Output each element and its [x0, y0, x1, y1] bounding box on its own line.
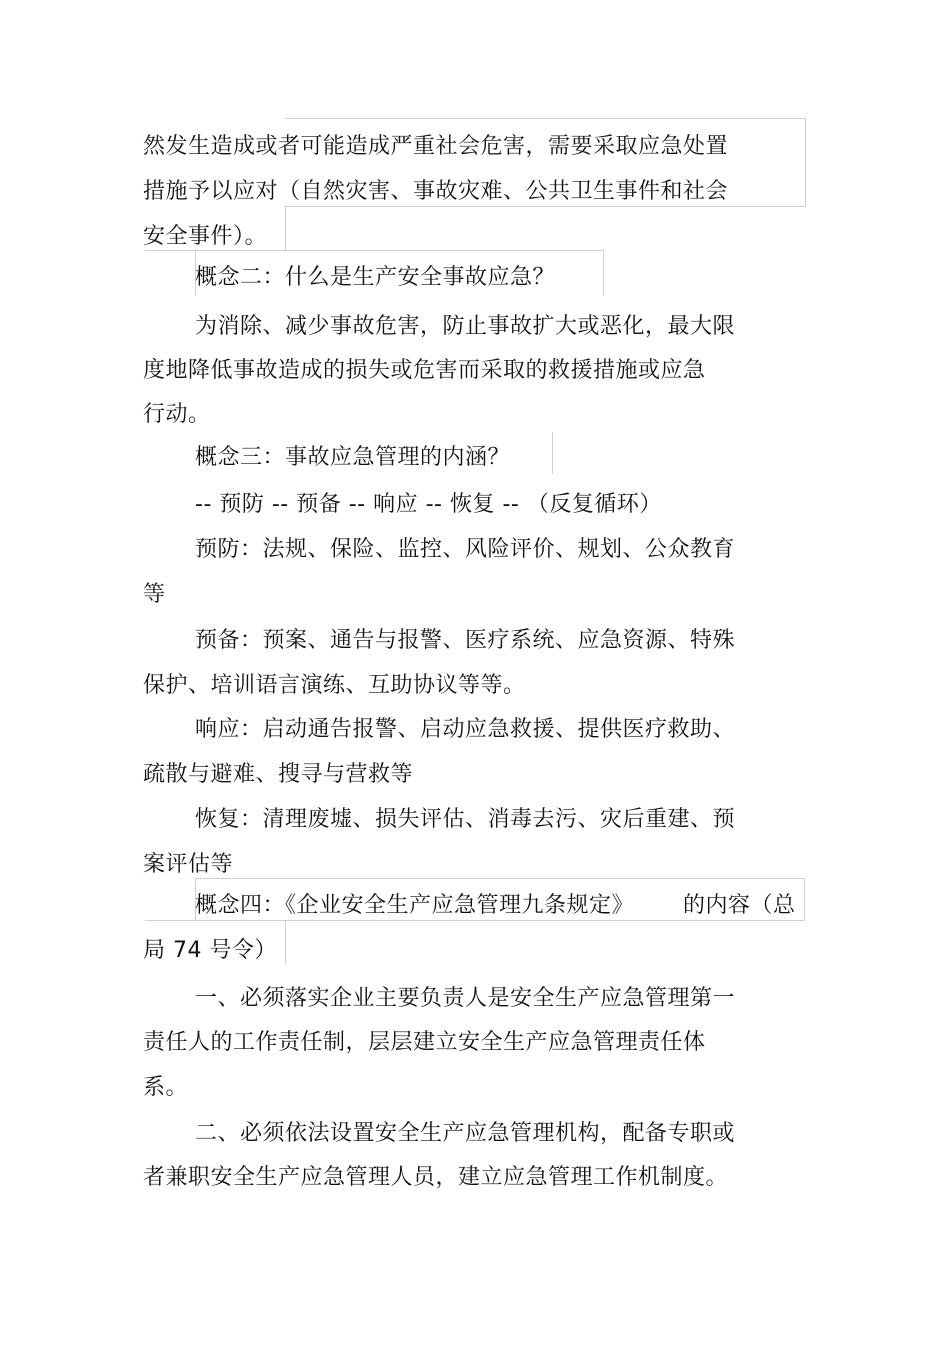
paragraph-line: 恢复：清理废墟、损失评估、消毒去污、灾后重建、预 [195, 807, 736, 832]
border-line [285, 920, 287, 964]
paragraph-line: 响应：启动通告报警、启动应急救援、提供医疗救助、 [195, 717, 736, 742]
paragraph-line: 度地降低事故造成的损失或危害而采取的救援措施或应急 [143, 358, 706, 383]
paragraph-line: 局 74 号令） [143, 938, 277, 963]
concept-heading: 概念三：事故应急管理的内涵？ [195, 445, 511, 470]
cycle-line: -- 预防 -- 预备 -- 响应 -- 恢复 -- （反复循环） [195, 492, 662, 517]
paragraph-line: 疏散与避难、搜寻与营救等 [143, 762, 414, 787]
paragraph-line: 者兼职安全生产应急管理人员，建立应急管理工作机制度。 [143, 1165, 729, 1190]
paragraph-line: 系。 [143, 1075, 189, 1100]
border-line [285, 206, 287, 250]
border-line [195, 878, 805, 880]
paragraph-line: 安全事件）。 [143, 224, 268, 249]
border-line [552, 432, 554, 474]
paragraph-line: 责任人的工作责任制，层层建立安全生产应急管理责任体 [143, 1030, 706, 1055]
paragraph-line: 措施予以应对（自然灾害、事故灾难、公共卫生事件和社会 [143, 179, 729, 204]
paragraph-line: 行动。 [143, 402, 211, 427]
paragraph-line: 保护、培训语言演练、互助协议等等。 [143, 673, 526, 698]
paragraph-line: 为消除、减少事故危害，防止事故扩大或恶化，最大限 [195, 314, 736, 339]
paragraph-line: 案评估等 [143, 852, 234, 877]
border-line [804, 878, 806, 920]
paragraph-line: 然发生造成或者可能造成严重社会危害，需要采取应急处置 [143, 134, 729, 159]
paragraph-line: 等 [143, 582, 166, 607]
border-line [603, 250, 605, 296]
paragraph-line: 一、必须落实企业主要负责人是安全生产应急管理第一 [195, 986, 736, 1011]
paragraph-line: 预备：预案、通告与报警、医疗系统、应急资源、特殊 [195, 628, 736, 653]
concept-heading-tail: 的内容（总 [683, 893, 796, 918]
paragraph-line: 二、必须依法设置安全生产应急管理机构，配备专职或 [195, 1121, 736, 1146]
paragraph-line: 预防：法规、保险、监控、风险评价、规划、公众教育 [195, 537, 736, 562]
concept-heading: 概念四：《企业安全生产应急管理九条规定》 [195, 893, 635, 918]
concept-heading: 概念二：什么是生产安全事故应急？ [195, 265, 556, 290]
